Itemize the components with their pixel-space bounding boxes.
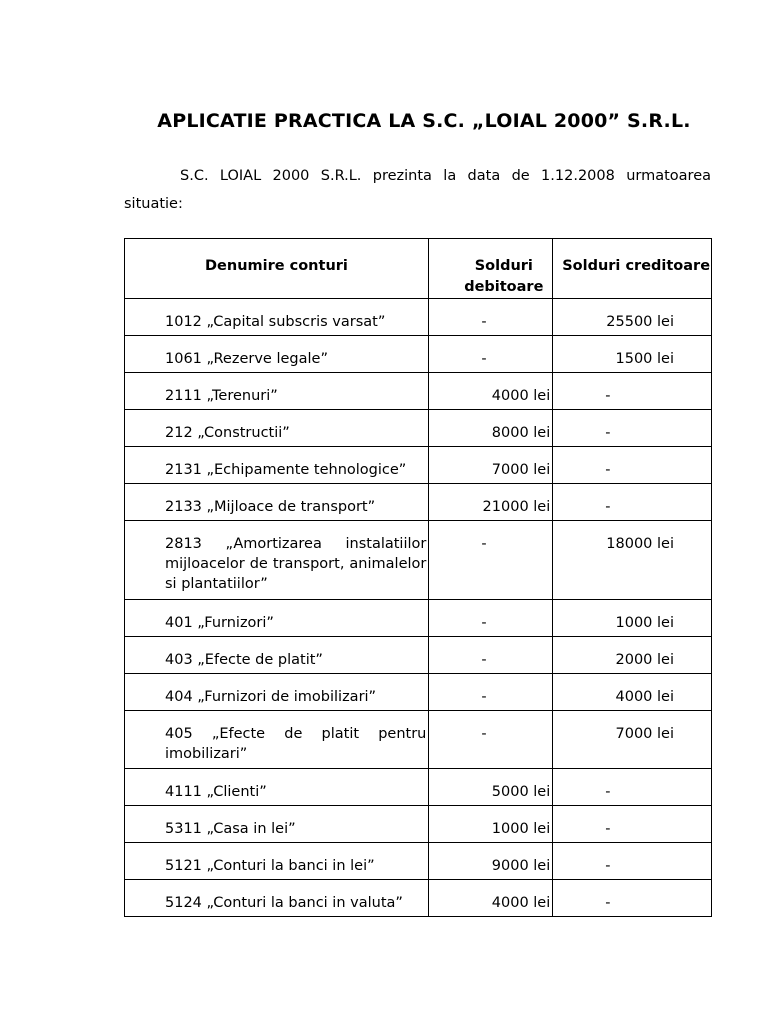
debit-balance-cell: 4000 lei xyxy=(429,880,553,917)
debit-balance-cell: - xyxy=(429,674,553,711)
header-debit: Solduri debitoare xyxy=(429,239,553,299)
account-name-cell: 401 „Furnizori” xyxy=(125,600,429,637)
debit-balance-cell: - xyxy=(429,600,553,637)
intro-line-2: situatie: xyxy=(124,196,183,212)
debit-balance-cell: 4000 lei xyxy=(429,373,553,410)
account-name-cell: 5121 „Conturi la banci in lei” xyxy=(125,843,429,880)
table-row xyxy=(125,484,712,521)
credit-balance-cell: - xyxy=(553,880,712,917)
account-name-cell: 1012 „Capital subscris varsat” xyxy=(125,299,429,336)
table-row xyxy=(125,806,712,843)
account-name-cell: 403 „Efecte de platit” xyxy=(125,637,429,674)
credit-balance-cell: 4000 lei xyxy=(553,674,712,711)
account-name-cell: 4111 „Clienti” xyxy=(125,769,429,806)
intro-line-1: S.C. LOIAL 2000 S.R.L. prezinta la data de 1.12.2008 urmatoarea xyxy=(180,168,711,184)
table-row xyxy=(125,447,712,484)
table-row xyxy=(125,843,712,880)
debit-balance-cell: 5000 lei xyxy=(429,769,553,806)
debit-balance-cell: 8000 lei xyxy=(429,410,553,447)
table-row xyxy=(125,711,712,769)
balance-table xyxy=(124,238,712,917)
header-credit: Solduri creditoare xyxy=(553,239,712,299)
credit-balance-cell: - xyxy=(553,769,712,806)
account-name-cell: 212 „Constructii” xyxy=(125,410,429,447)
credit-balance-cell: - xyxy=(553,447,712,484)
credit-balance-cell: - xyxy=(553,806,712,843)
account-name-cell: 2813 „Amortizarea instalatiilor mijloacelor de transport, animalelor si plantatiilor” xyxy=(125,521,429,600)
account-name-cell: 5311 „Casa in lei” xyxy=(125,806,429,843)
table-row xyxy=(125,410,712,447)
debit-balance-cell: 9000 lei xyxy=(429,843,553,880)
debit-balance-cell: 21000 lei xyxy=(429,484,553,521)
account-name-cell: 405 „Efecte de platit pentru imobilizari” xyxy=(125,711,429,769)
account-name-cell: 2131 „Echipamente tehnologice” xyxy=(125,447,429,484)
credit-balance-cell: 1000 lei xyxy=(553,600,712,637)
credit-balance-cell: 1500 lei xyxy=(553,336,712,373)
credit-balance-cell: - xyxy=(553,484,712,521)
table-row xyxy=(125,600,712,637)
credit-balance-cell: - xyxy=(553,843,712,880)
table-body xyxy=(125,299,712,917)
header-account-name: Denumire conturi xyxy=(125,239,429,299)
account-name-cell: 5124 „Conturi la banci in valuta” xyxy=(125,880,429,917)
table-row xyxy=(125,299,712,336)
table-row xyxy=(125,674,712,711)
debit-balance-cell: - xyxy=(429,299,553,336)
credit-balance-cell: 18000 lei xyxy=(553,521,712,600)
intro-paragraph xyxy=(124,162,711,218)
document-title: APLICATIE PRACTICA LA S.C. „LOIAL 2000” S.R.L. xyxy=(157,110,691,132)
table-row xyxy=(125,769,712,806)
credit-balance-cell: 25500 lei xyxy=(553,299,712,336)
account-name-cell: 2111 „Terenuri” xyxy=(125,373,429,410)
credit-balance-cell: 7000 lei xyxy=(553,711,712,769)
table-row xyxy=(125,880,712,917)
account-name-cell: 404 „Furnizori de imobilizari” xyxy=(125,674,429,711)
credit-balance-cell: 2000 lei xyxy=(553,637,712,674)
debit-balance-cell: - xyxy=(429,521,553,600)
table-header-row xyxy=(125,239,712,299)
debit-balance-cell: - xyxy=(429,711,553,769)
debit-balance-cell: 7000 lei xyxy=(429,447,553,484)
table-row xyxy=(125,637,712,674)
debit-balance-cell: - xyxy=(429,637,553,674)
table-row xyxy=(125,373,712,410)
table-row xyxy=(125,336,712,373)
debit-balance-cell: 1000 lei xyxy=(429,806,553,843)
debit-balance-cell: - xyxy=(429,336,553,373)
table-row xyxy=(125,521,712,600)
credit-balance-cell: - xyxy=(553,410,712,447)
credit-balance-cell: - xyxy=(553,373,712,410)
account-name-cell: 1061 „Rezerve legale” xyxy=(125,336,429,373)
account-name-cell: 2133 „Mijloace de transport” xyxy=(125,484,429,521)
